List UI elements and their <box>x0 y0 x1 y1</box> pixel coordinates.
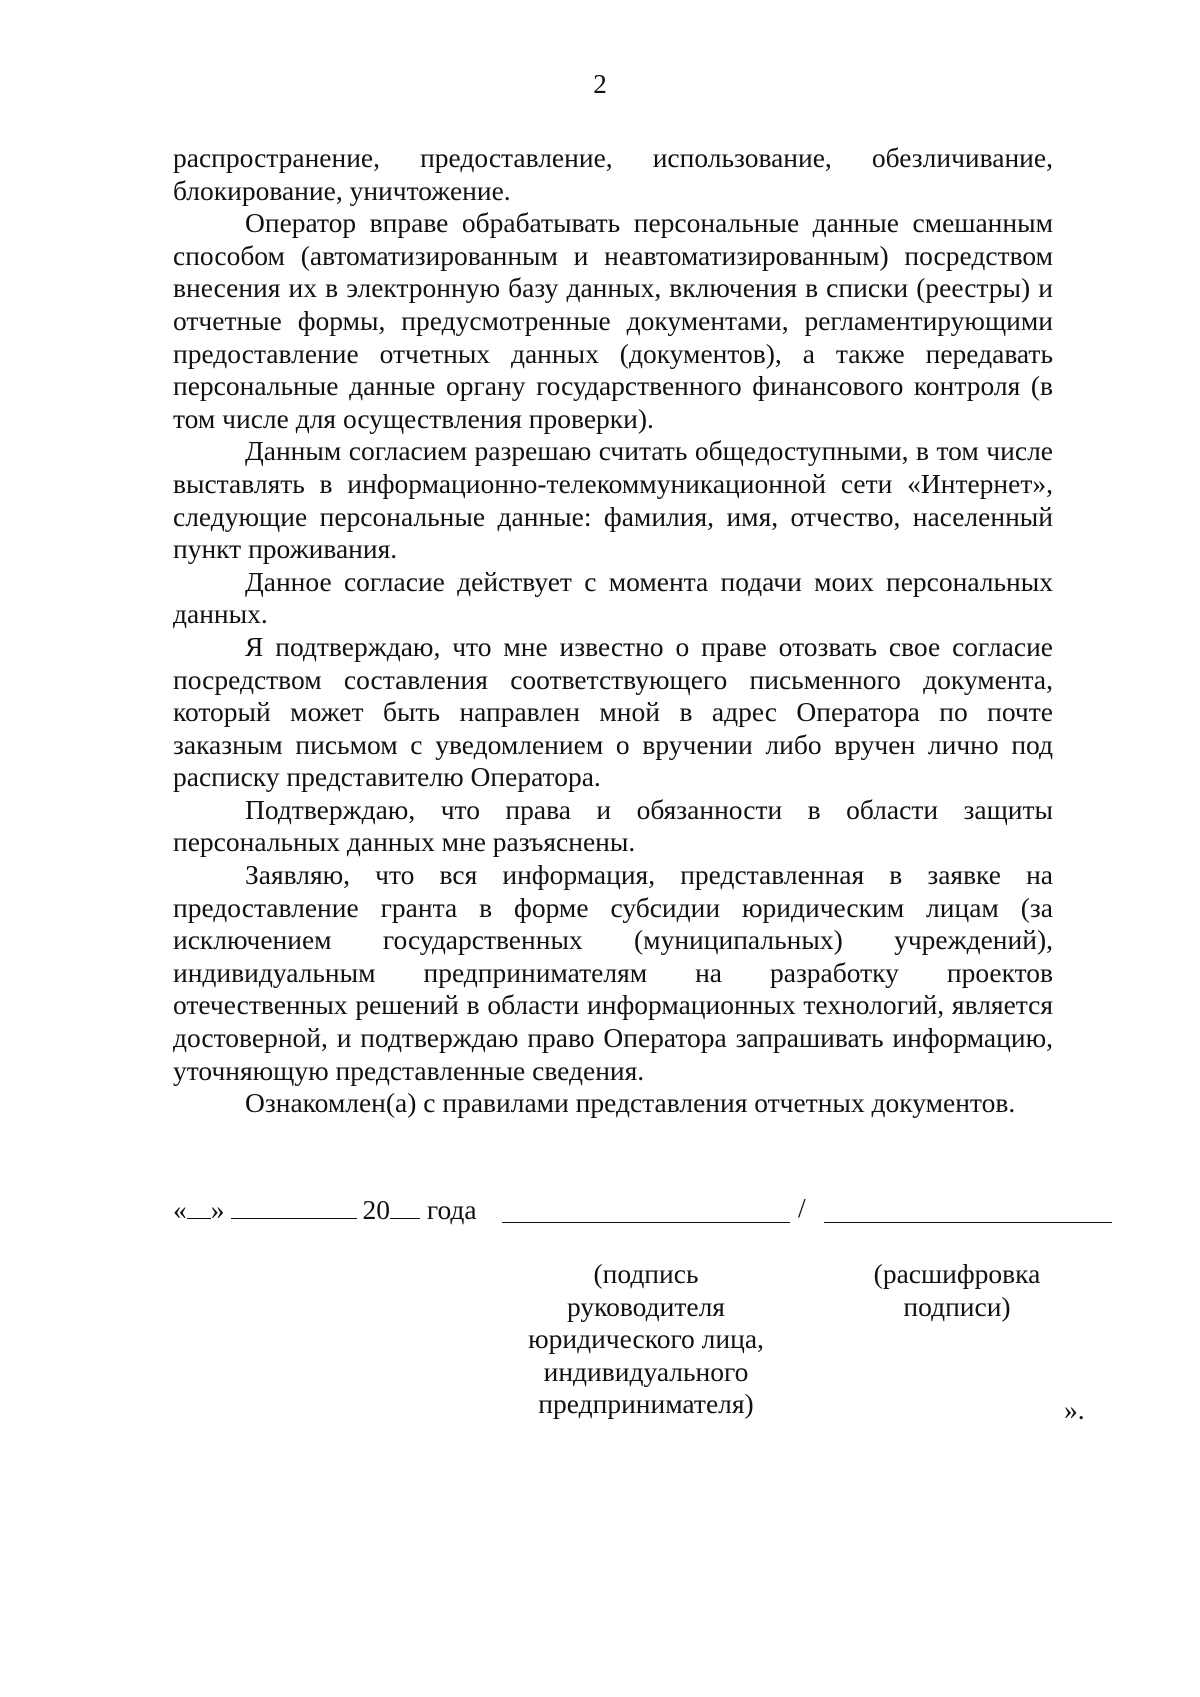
signature-caption-line: руководителя <box>567 1290 725 1322</box>
signature-caption-line: индивидуального <box>543 1355 749 1387</box>
paragraph-public-data: Данным согласием разрешаю считать общедоступными, в том числе выставлять в информационно-телекоммуникационной сети «Интернет», следующие персональные данные: фамилия, имя, отчество, населенный пункт проживания. <box>173 435 1053 565</box>
signature-caption-line: юридического лица, <box>528 1323 764 1355</box>
signature-decode-line <box>824 1222 1112 1223</box>
day-blank <box>187 1192 211 1219</box>
signature-line <box>502 1222 790 1223</box>
signature-caption <box>512 1258 780 1421</box>
paragraph-consent-withdrawal: Я подтверждаю, что мне известно о праве отозвать свое согласие посредством составления соответствующего письменного документа, который может быть направлен мной в адрес Оператора по почте заказным письмом с уведомлением о вручении либо вручен лично под расписку представителю Оператора. <box>173 630 1053 793</box>
closing-quote-mark: ». <box>1064 1394 1085 1425</box>
paragraph-declaration: Заявляю, что вся информация, представленная в заявке на предоставление гранта в форме субсидии юридическим лицам (за исключением государственных (муниципальных) учреждений), индивидуальным предпринимателям на разработку проектов отечественных решений в области информационных технологий, является достоверной, и подтверждаю право Оператора запрашивать информацию, уточняющую представленные сведения. <box>173 859 1053 1086</box>
decode-caption-line: (расшифровка <box>873 1258 1041 1289</box>
date-line <box>173 1192 477 1226</box>
paragraph-acknowledgement: Ознакомлен(а) с правилами представления отчетных документов. <box>245 1087 1016 1119</box>
year-blank <box>390 1192 420 1219</box>
signature-separator: / <box>798 1192 806 1223</box>
month-blank <box>231 1192 357 1219</box>
decode-caption-line: подписи) <box>903 1290 1011 1322</box>
paragraph-continuation: распространение, предоставление, использование, обезличивание, блокирование, уничтожение. <box>173 142 1053 206</box>
decode-caption <box>848 1258 1066 1323</box>
paragraph-rights-explained: Подтверждаю, что права и обязанности в области защиты персональных данных мне разъяснены. <box>173 793 1053 858</box>
open-quote: « <box>173 1194 187 1225</box>
year-suffix: года <box>426 1194 477 1225</box>
paragraph-consent-validity: Данное согласие действует с момента подачи моих персональных данных. <box>173 565 1053 630</box>
document-body <box>173 142 1053 1120</box>
paragraph-processing-method: Оператор вправе обрабатывать персональные данные смешанным способом (автоматизированным и неавтоматизированным) посредством внесения их в электронную базу данных, включения в списки (реестры) и отчетные формы, предусмотренные документами, регламентирующими предоставление отчетных данных (документов), а также передавать персональные данные органу государственного финансового контроля (в том числе для осуществления проверки). <box>173 207 1053 434</box>
signature-caption-line: (подпись <box>593 1258 699 1289</box>
close-quote: » <box>210 1194 225 1225</box>
signature-caption-line: предпринимателя) <box>538 1388 754 1420</box>
year-prefix: 20 <box>362 1194 390 1225</box>
page-number: 2 <box>593 69 607 99</box>
